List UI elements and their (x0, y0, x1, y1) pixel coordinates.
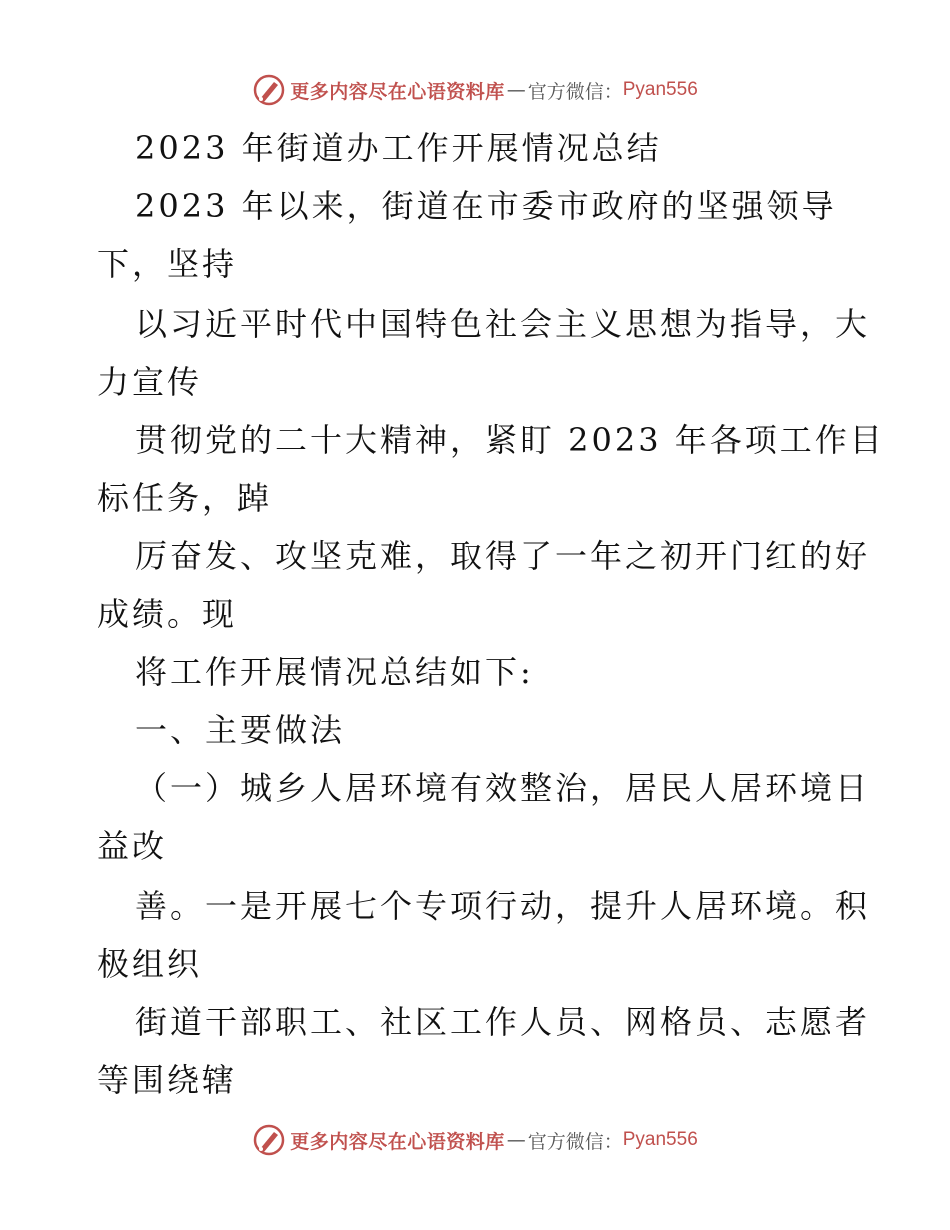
pen-logo-icon (252, 73, 286, 107)
watermark-separator: — (506, 1129, 526, 1151)
doc-line-9: 将工作开展情况总结如下: (135, 653, 534, 691)
doc-line-6: 标任务，踔 (97, 479, 273, 517)
watermark-wechat-id: Pyan556 (622, 1129, 698, 1150)
watermark-official-label: 官方微信： (527, 80, 623, 103)
doc-line-13: 善。一是开展七个专项行动，提升人居环境。积 (135, 887, 871, 925)
watermark-separator: — (506, 79, 526, 101)
doc-title: 2023 年街道办工作开展情况总结 (135, 129, 662, 167)
watermark-wechat-id: Pyan556 (622, 79, 698, 100)
watermark-main-text: 更多内容尽在心语资料库 (290, 80, 505, 103)
watermark-official-label: 官方微信： (527, 1130, 623, 1153)
doc-heading-1: 一、主要做法 (135, 711, 346, 749)
doc-line-8: 成绩。现 (97, 595, 238, 633)
doc-line-4: 力宣传 (97, 363, 203, 401)
watermark-main-text: 更多内容尽在心语资料库 (290, 1130, 505, 1153)
pen-logo-icon (252, 1123, 286, 1157)
header-watermark (0, 70, 950, 110)
doc-line-1: 2023 年以来，街道在市委市政府的坚强领导 (135, 187, 837, 225)
doc-line-14: 极组织 (97, 945, 203, 983)
doc-line-12: 益改 (97, 827, 168, 865)
doc-line-5: 贯彻党的二十大精神，紧盯 2023 年各项工作目 (135, 421, 885, 459)
doc-line-16: 等围绕辖 (97, 1061, 238, 1099)
doc-subheading-1: （一）城乡人居环境有效整治，居民人居环境日 (135, 769, 871, 807)
doc-line-7: 厉奋发、攻坚克难，取得了一年之初开门红的好 (135, 537, 871, 575)
doc-line-2: 下，坚持 (97, 245, 238, 283)
doc-line-3: 以习近平时代中国特色社会主义思想为指导，大 (135, 305, 871, 343)
doc-line-15: 街道干部职工、社区工作人员、网格员、志愿者 (135, 1003, 871, 1041)
footer-watermark (0, 1120, 950, 1160)
